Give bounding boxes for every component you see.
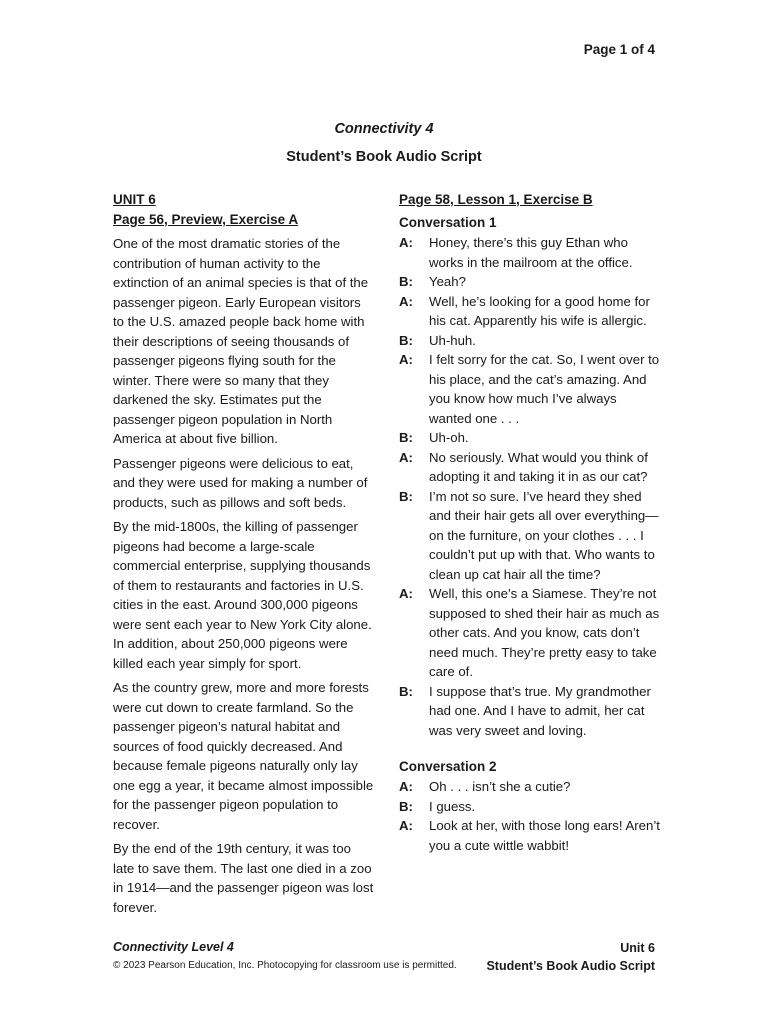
left-column (113, 190, 375, 917)
speaker-label: A: (399, 352, 413, 367)
dialogue-line (399, 428, 661, 448)
dialogue-line (399, 331, 661, 351)
paragraph: As the country grew, more and more forests were cut down to create farmland. So the passenger pigeon’s natural habitat and sources of food quickly decreased. And because female pigeons naturally only lay one egg a year, it became almost impossible for the passenger pigeon population to recover. (113, 680, 374, 832)
speaker-label: B: (399, 683, 413, 699)
dialogue-text: Uh-oh. (429, 430, 469, 445)
speaker-label: B: (399, 332, 413, 348)
dialogue-text: No seriously. What would you think of adopting it and taking it in as our cat? (429, 449, 648, 484)
dialogue-line (399, 448, 661, 487)
paragraph: One of the most dramatic stories of the contribution of human activity to the extinction of an animal species is that of the passenger pigeon. Early European visitors to the U.S. amazed people back home with their descriptions of seeing thousands of passenger pigeons flying south for the winter. There were so many that they darkened the sky. Estimates put the passenger pigeon population in North America at about five billion. (113, 236, 369, 446)
paragraph: Passenger pigeons were delicious to eat, and they were used for making a number of products, such as pillows and soft beds. (113, 455, 368, 510)
footer-right (486, 939, 655, 975)
conversation-title: Conversation 2 (399, 759, 497, 774)
dialogue-text: Look at her, with those long ears! Aren’t you a cute wittle wabbit! (429, 818, 660, 853)
dialogue-line (399, 233, 661, 272)
dialogue-line (399, 584, 661, 682)
dialogue-line (399, 777, 661, 797)
dialogue-text: I suppose that’s true. My grandmother had one. And I have to admit, her cat was very sweet and loving. (429, 683, 651, 738)
book-title: Connectivity 4 (334, 121, 434, 137)
dialogue-text: Well, he’s looking for a good home for his cat. Apparently his wife is allergic. (429, 293, 650, 328)
dialogue-line (399, 350, 661, 428)
speaker-label: B: (399, 430, 413, 445)
dialogue-line (399, 816, 661, 855)
speaker-label: A: (399, 586, 413, 601)
dialogue-line (399, 682, 661, 741)
speaker-label: A: (399, 235, 413, 250)
dialogue-text: Oh . . . isn’t she a cutie? (429, 779, 571, 794)
dialogue-line (399, 272, 661, 292)
speaker-label: B: (399, 274, 413, 289)
speaker-label: A: (399, 818, 413, 833)
copyright-notice: © 2023 Pearson Education, Inc. Photocopying for classroom use is permitted. (113, 960, 457, 971)
unit-heading: UNIT 6 (113, 192, 156, 207)
speaker-label: B: (399, 488, 413, 504)
paragraph: By the end of the 19th century, it was too late to save them. The last one died in a zoo in 1914—and the passenger pigeon was lost forever. (113, 841, 374, 915)
dialogue-line (399, 797, 661, 817)
page-number: Page 1 of 4 (583, 42, 655, 57)
speaker-label: A: (399, 449, 413, 465)
speaker-label: A: (399, 293, 413, 309)
footer-unit: Unit 6 (620, 941, 655, 955)
footer-left (113, 939, 457, 974)
dialogue-text: Honey, there’s this guy Ethan who works in the mailroom at the office. (429, 235, 633, 270)
dialogue-text: Yeah? (429, 274, 466, 289)
dialogue-text: I guess. (429, 798, 476, 814)
footer-book-title: Connectivity Level 4 (113, 940, 234, 954)
conversation-title: Conversation 1 (399, 215, 497, 230)
section-heading-lesson: Page 58, Lesson 1, Exercise B (399, 192, 593, 207)
dialogue-line (399, 487, 661, 585)
dialogue-text: I’m not so sure. I’ve heard they shed and their hair gets all over everything—on the furniture, on your clothes . . . I couldn’t put up with that. Who wants to clean up cat hair all the time? (429, 488, 659, 582)
section-heading-preview: Page 56, Preview, Exercise A (113, 212, 299, 227)
dialogue-text: Uh-huh. (429, 332, 476, 348)
dialogue-text: I felt sorry for the cat. So, I went over to his place, and the cat’s amazing. And you know how much I’ve always wanted one . . . (429, 352, 660, 426)
speaker-label: A: (399, 779, 413, 794)
document-title: Student’s Book Audio Script (286, 149, 482, 165)
speaker-label: B: (399, 798, 413, 814)
dialogue-text: Well, this one’s a Siamese. They’re not supposed to shed their hair as much as other cats. And you know, cats don’t need much. They’re pretty easy to take care of. (429, 586, 660, 679)
dialogue-line (399, 292, 661, 331)
paragraph: By the mid-1800s, the killing of passenger pigeons had become a large-scale commercial enterprise, supplying thousands of them to restaurants and factories in U.S. cities in the east. Around 300,000 pigeons were sent each year to New York City alone. In addition, about 250,000 pigeons were killed each year simply for sport. (113, 519, 372, 671)
footer-doc-title: Student’s Book Audio Script (486, 959, 655, 973)
right-column (399, 190, 661, 855)
